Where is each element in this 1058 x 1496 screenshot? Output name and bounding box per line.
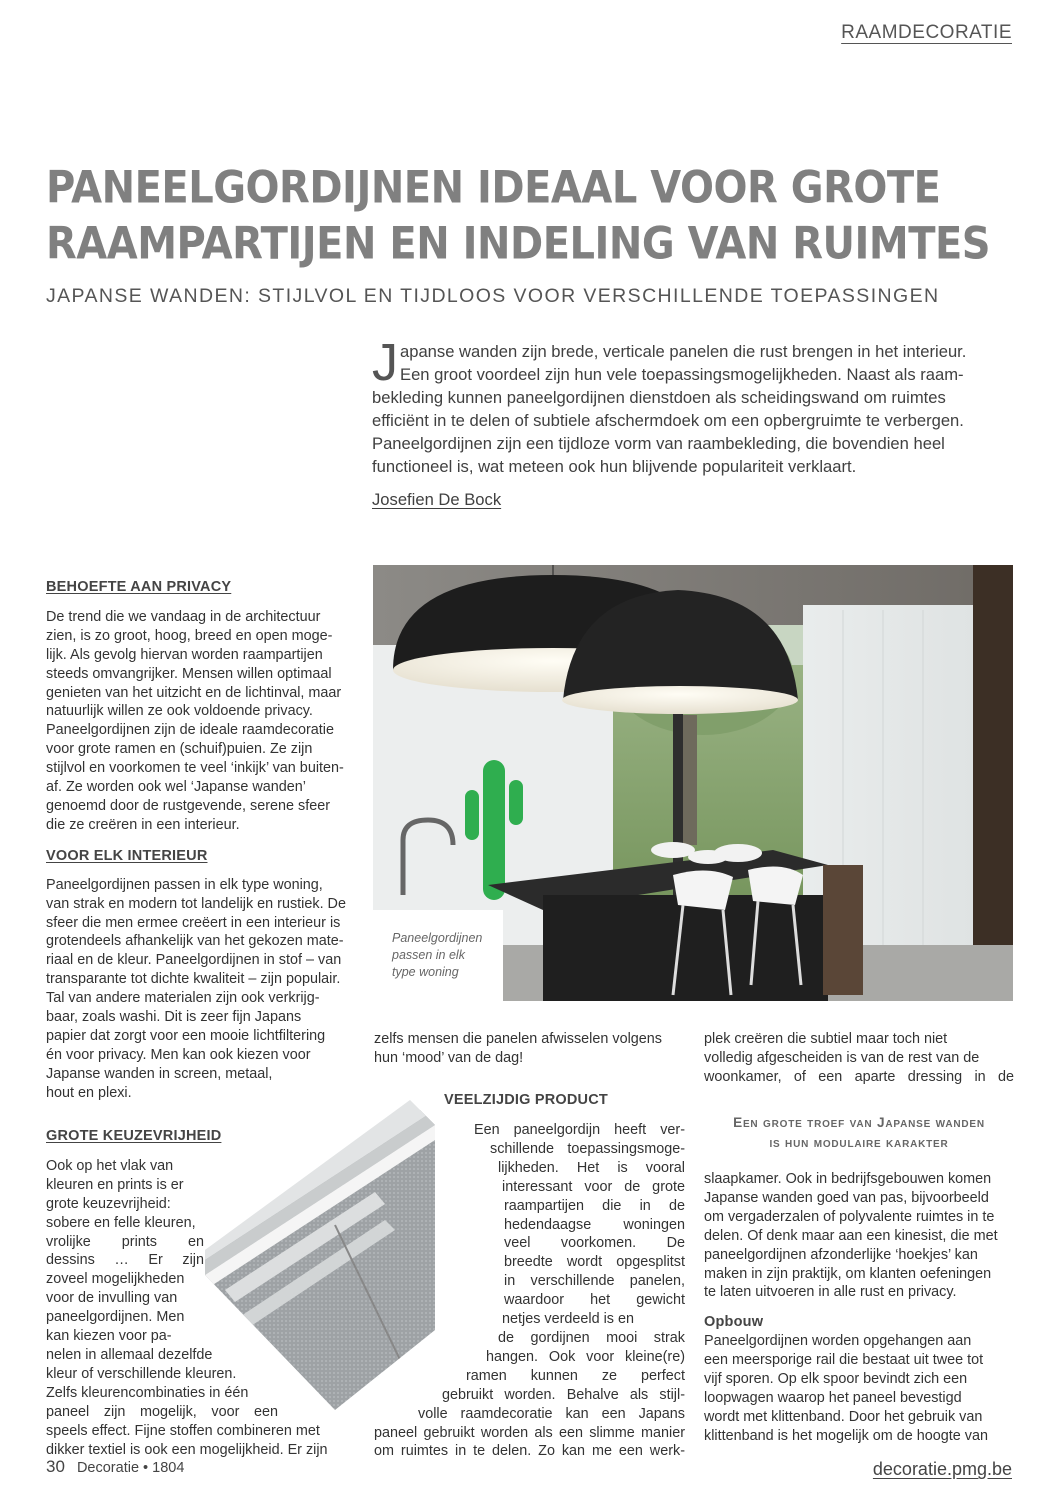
text-line: lijkheden. Het is vooral <box>498 1159 685 1176</box>
text-line: kan kiezen voor pa- <box>46 1328 172 1345</box>
text-line: paneel gebruikt worden als een slimme manier <box>374 1424 685 1441</box>
text-line: paneelgordijnen afzonderlijke ‘hoekjes’ kan <box>704 1246 978 1263</box>
text-line: grote keuzevrijheid: <box>46 1195 171 1212</box>
text-line: grotendeels afhankelijk van het gekozen mate- <box>46 933 344 950</box>
text-line: Ook op het vlak van <box>46 1157 174 1174</box>
text-line: genoemd door de rustgevende, serene sfeer <box>46 797 331 814</box>
pull-quote-line: Een grote troef van Japanse wanden <box>733 1115 985 1130</box>
text-line: gebruikt worden. Behalve als stijl- <box>442 1386 685 1403</box>
pull-quote-line: is hun modulaire karakter <box>769 1135 949 1150</box>
text-line: sobere en felle kleuren, <box>46 1214 196 1231</box>
text-line: speels effect. Fijne stoffen combineren met <box>46 1422 320 1439</box>
intro-line: efficiënt in te delen of subtiele afschermdoek om een opbergruimte te verbergen. <box>372 411 964 430</box>
pull-quote <box>704 1113 1014 1153</box>
text-line: Een paneelgordijn heeft ver- <box>474 1122 685 1138</box>
text-line: de gordijnen mooi strak <box>498 1329 685 1346</box>
text-line: steeds omvangrijker. Mensen willen optimaal <box>46 665 332 682</box>
text-line: Tal van andere materialen zijn ook verkrijg- <box>46 990 320 1007</box>
text-line: ramen kunnen ze perfect <box>466 1367 685 1384</box>
text-line: netjes verdeeld is en <box>502 1311 634 1328</box>
text-line: riaal en de kleur. Paneelgordijnen in stof – van <box>46 952 342 969</box>
intro-line: Paneelgordijnen zijn een tijdloze vorm van raambekleding, die bovendien heel <box>372 434 945 453</box>
text-line: loopwagen waarop het paneel bevestigd <box>704 1389 962 1406</box>
text-line: kleur of verschillende kleuren. <box>46 1365 237 1382</box>
text-line: sfeer die men ermee creëert in een interieur is <box>46 914 341 931</box>
intro-paragraph <box>372 334 992 478</box>
rail-photo <box>205 1100 435 1410</box>
text-line: hangen. Ook voor kleine(re) <box>486 1348 685 1365</box>
intro-line: functioneel is, wat meteen ook hun blijvende populariteit verklaart. <box>372 457 857 476</box>
heading-keuzevrijheid: GROTE KEUZEVRIJHEID <box>46 1128 222 1144</box>
text-line: paneelgordijnen. Men <box>46 1309 185 1326</box>
column-3-body <box>704 1170 1014 1446</box>
headline <box>46 160 1026 272</box>
text-line: hout en plexi. <box>46 1084 132 1101</box>
text-line: veel voorkomen. De <box>504 1235 685 1252</box>
text-line: om vergaderzalen of polyvalente ruimtes in te <box>704 1208 995 1225</box>
text-line: baar, zoals washi. Dit is zeer fijn Japans <box>46 1009 302 1026</box>
text-line: af. Ze worden ook wel ‘Japanse wanden’ <box>46 779 306 796</box>
text-line: in verschillende panelen, <box>504 1273 685 1290</box>
page-number: 30 <box>46 1457 65 1476</box>
heading-veelzijdig: VEELZIJDIG PRODUCT <box>444 1092 608 1108</box>
text-line: vrolijke prints en <box>46 1233 204 1250</box>
website-link[interactable]: decoratie.pmg.be <box>872 1459 1012 1479</box>
text-line: natuurlijk willen ze ook voldoende privacy. <box>46 703 313 720</box>
text-line: te laten uitvoeren in alle rust en privacy. <box>704 1284 957 1301</box>
text-line: raampartijen die in de <box>504 1197 685 1214</box>
text-line: waardoor het gewicht <box>504 1292 685 1309</box>
intro-line: Een groot voordeel zijn hun vele toepassingsmogelijkheden. Naast als raam- <box>400 365 964 384</box>
text-line: paneel zijn mogelijk, voor een <box>46 1403 278 1420</box>
footer-left <box>46 1457 184 1477</box>
heading-privacy: BEHOEFTE AAN PRIVACY <box>46 579 232 595</box>
text-line: Paneelgordijnen zijn de ideale raamdecoratie <box>46 722 335 739</box>
text-line: interessant voor de grote <box>502 1178 685 1195</box>
subheadline: JAPANSE WANDEN: STIJLVOL EN TIJDLOOS VOOR VERSCHILLENDE TOEPASSINGEN <box>46 285 940 307</box>
text-line: Paneelgordijnen passen in elk type woning, <box>46 876 323 893</box>
headline-line-1: PANEELGORDIJNEN IDEAAL VOOR GROTE <box>46 162 941 214</box>
text-line: volledig afgescheiden is van de rest van de <box>704 1049 980 1066</box>
photo-caption: Paneelgordijnen passen in elk type woning <box>392 931 483 979</box>
column-3-top <box>704 1030 1014 1087</box>
text-line: maken in zijn praktijk, om klanten oefeningen <box>704 1265 992 1282</box>
text-line: nelen in allemaal dezelfde <box>46 1346 213 1363</box>
column-1-top <box>46 578 355 1103</box>
heading-opbouw: Opbouw <box>704 1314 764 1331</box>
text-line: stijlvol en voorkomen te veel ‘inkijk’ van buiten- <box>46 760 344 777</box>
text-line: Zelfs kleurencombinaties in één <box>46 1384 249 1401</box>
text-line: dessins … Er zijn <box>46 1252 204 1269</box>
headline-line-2: RAAMPARTIJEN EN INDELING VAN RUIMTES <box>46 218 991 270</box>
text-line: dikker textiel is ook een mogelijkheid. Er zijn <box>46 1441 328 1458</box>
text-line: hedendaagse woningen <box>504 1216 685 1233</box>
text-line: schillende toepassingsmoge- <box>490 1140 685 1157</box>
text-line: vijf sporen. Op elk spoor bevindt zich een <box>704 1371 968 1388</box>
text-line: De trend die we vandaag in de architectuur <box>46 608 321 625</box>
drop-cap: J <box>372 334 398 392</box>
author-byline[interactable]: Josefien De Bock <box>372 490 502 509</box>
text-line: woonkamer, of een aparte dressing in de <box>704 1068 1014 1085</box>
text-line: om ruimtes in te delen. Zo kan me een werk- <box>374 1443 685 1460</box>
text-line: voor grote ramen en (schuif)puien. Ze zijn <box>46 741 313 758</box>
text-line: wordt met klittenband. Door het gebruik van <box>704 1408 983 1425</box>
text-line: én voor privacy. Men kan ook kiezen voor <box>46 1046 311 1063</box>
text-line: voor de invulling van <box>46 1290 178 1307</box>
text-line: plek creëren die subtiel maar toch niet <box>704 1031 948 1047</box>
section-tag: RAAMDECORATIE <box>841 22 1012 43</box>
intro-line: bekleding kunnen paneelgordijnen dienstdoen als scheidingswand om ruimtes <box>372 388 946 407</box>
text-line: Japanse wanden in screen, metaal, <box>46 1065 273 1082</box>
text-line: Paneelgordijnen worden opgehangen aan <box>704 1333 972 1350</box>
text-line: breedte wordt opgesplitst <box>504 1254 685 1271</box>
magazine-issue: Decoratie • 1804 <box>76 1460 185 1476</box>
column-2-top <box>374 1030 685 1068</box>
panel-rail-illustration <box>205 1100 435 1410</box>
text-line: van strak en modern tot landelijk en rustiek. De <box>46 895 346 912</box>
text-line: zien, is zo groot, hoog, breed en open moge- <box>46 627 333 644</box>
text-line: genieten van het uitzicht en de lichtinval, maar <box>46 684 342 701</box>
heading-interieur: VOOR ELK INTERIEUR <box>46 847 208 864</box>
text-line: slaapkamer. Ook in bedrijfsgebouwen komen <box>704 1171 992 1187</box>
text-line: die ze creëren in een interieur. <box>46 816 240 833</box>
text-line: zoveel mogelijkheden <box>46 1271 185 1288</box>
text-line: kleuren en prints is er <box>46 1176 184 1193</box>
text-line: een meersporige rail die bestaat uit twee tot <box>704 1352 984 1369</box>
text-line: volle raamdecoratie kan een Japans <box>418 1405 685 1422</box>
intro-line: apanse wanden zijn brede, verticale panelen die rust brengen in het interieur. <box>400 342 967 361</box>
text-line: Japanse wanden goed van pas, bijvoorbeeld <box>704 1189 989 1206</box>
text-line: hun ‘mood’ van de dag! <box>374 1049 524 1066</box>
text-line: transparante tot dichte kwaliteit – zijn populair. <box>46 971 341 988</box>
text-line: delen. Of denk maar aan een kinesist, die met <box>704 1227 998 1244</box>
text-line: klittenband is het mogelijk om de hoogte van <box>704 1427 988 1444</box>
text-line: papier dat zorgt voor een mooie lichtfiltering <box>46 1027 326 1044</box>
text-line: zelfs mensen die panelen afwisselen volgens <box>374 1031 662 1047</box>
text-line: lijk. Als gevolg hiervan worden raampartijen <box>46 646 323 663</box>
